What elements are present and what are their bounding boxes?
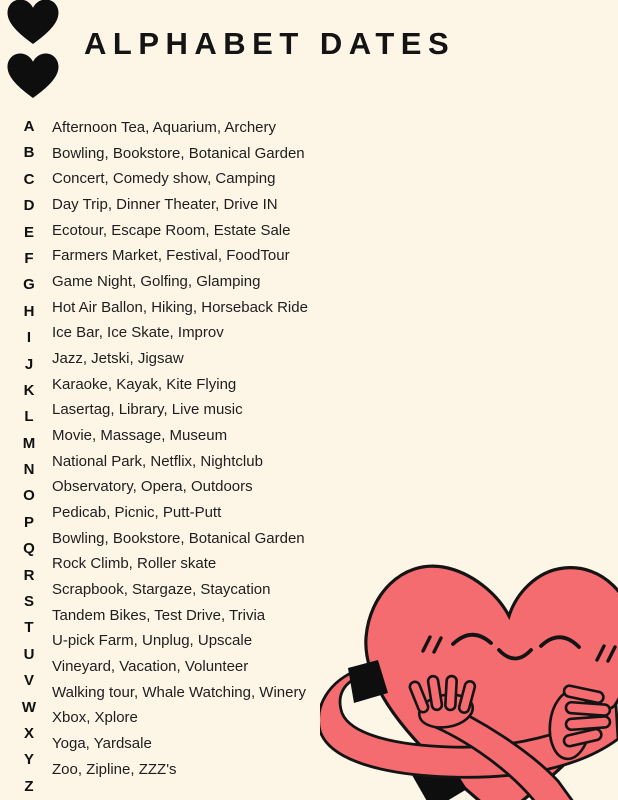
alphabet-letter-U: U <box>23 645 35 663</box>
alphabet-letter-J: J <box>24 355 34 373</box>
alphabet-letter-X: X <box>23 724 34 742</box>
black-hearts-decoration <box>4 0 66 109</box>
activity-line-C: Concert, Comedy show, Camping <box>52 170 276 188</box>
alphabet-letter-G: G <box>23 276 35 294</box>
letter-column <box>18 114 40 800</box>
activity-line-W: Walking tour, Whale Watching, Winery <box>52 683 306 701</box>
activity-line-D: Day Trip, Dinner Theater, Drive IN <box>52 196 278 214</box>
alphabet-letter-V: V <box>23 672 34 690</box>
alphabet-letter-C: C <box>23 170 35 188</box>
activity-line-Z: Zoo, Zipline, ZZZ's <box>52 760 177 778</box>
activity-line-L: Lasertag, Library, Live music <box>52 401 243 419</box>
activity-line-P: Pedicab, Picnic, Putt-Putt <box>52 504 222 522</box>
alphabet-letter-O: O <box>23 487 35 505</box>
activity-line-Q: Bowling, Bookstore, Botanical Garden <box>52 529 305 547</box>
activity-line-B: Bowling, Bookstore, Botanical Garden <box>52 144 305 162</box>
alphabet-letter-A: A <box>23 118 35 135</box>
activity-line-J: Jazz, Jetski, Jigsaw <box>52 350 184 368</box>
activity-line-T: Tandem Bikes, Test Drive, Trivia <box>52 606 266 624</box>
alphabet-letter-F: F <box>24 249 34 267</box>
page-title: ALPHABET DATES <box>84 26 456 61</box>
hugging-heart-character <box>320 535 618 800</box>
activity-line-H: Hot Air Ballon, Hiking, Horseback Ride <box>52 298 308 316</box>
activity-line-K: Karaoke, Kayak, Kite Flying <box>52 375 237 393</box>
activity-line-A: Afternoon Tea, Aquarium, Archery <box>52 119 277 136</box>
alphabet-letter-B: B <box>23 144 35 162</box>
activity-line-N: National Park, Netflix, Nightclub <box>52 452 263 470</box>
activity-line-O: Observatory, Opera, Outdoors <box>52 478 253 496</box>
alphabet-letter-H: H <box>23 302 35 320</box>
activity-line-F: Farmers Market, Festival, FoodTour <box>52 247 290 265</box>
hugging-heart-illustration <box>320 535 618 800</box>
alphabet-letter-L: L <box>24 408 34 426</box>
alphabet-letter-R: R <box>23 566 35 584</box>
alphabet-letter-P: P <box>23 513 34 531</box>
activity-line-E: Ecotour, Escape Room, Estate Sale <box>52 221 291 239</box>
alphabet-letter-T: T <box>24 619 34 637</box>
activity-line-U: U-pick Farm, Unplug, Upscale <box>52 632 253 650</box>
alphabet-letter-K: K <box>23 381 35 399</box>
alphabet-letter-E: E <box>23 223 34 241</box>
alphabet-letter-D: D <box>23 197 35 215</box>
activity-line-Y: Yoga, Yardsale <box>52 735 152 753</box>
alphabet-letter-Q: Q <box>23 540 35 558</box>
activity-line-M: Movie, Massage, Museum <box>52 427 228 445</box>
alphabet-letter-I: I <box>26 329 32 347</box>
alphabet-letter-S: S <box>23 593 34 611</box>
activity-line-R: Rock Climb, Roller skate <box>52 555 217 573</box>
activity-line-G: Game Night, Golfing, Glamping <box>52 273 261 291</box>
activity-line-S: Scrapbook, Stargaze, Staycation <box>52 581 271 599</box>
activity-line-I: Ice Bar, Ice Skate, Improv <box>52 324 224 342</box>
alphabet-letter-W: W <box>21 698 37 716</box>
alphabet-letter-Z: Z <box>24 777 34 795</box>
black-heart-icon <box>8 54 59 99</box>
activity-line-V: Vineyard, Vacation, Volunteer <box>52 658 249 676</box>
alphabet-letter-N: N <box>23 461 35 479</box>
activity-line-X: Xbox, Xplore <box>52 709 138 727</box>
black-heart-icon <box>8 0 59 44</box>
alphabet-letter-Y: Y <box>23 751 34 769</box>
alphabet-letter-M: M <box>22 434 36 452</box>
